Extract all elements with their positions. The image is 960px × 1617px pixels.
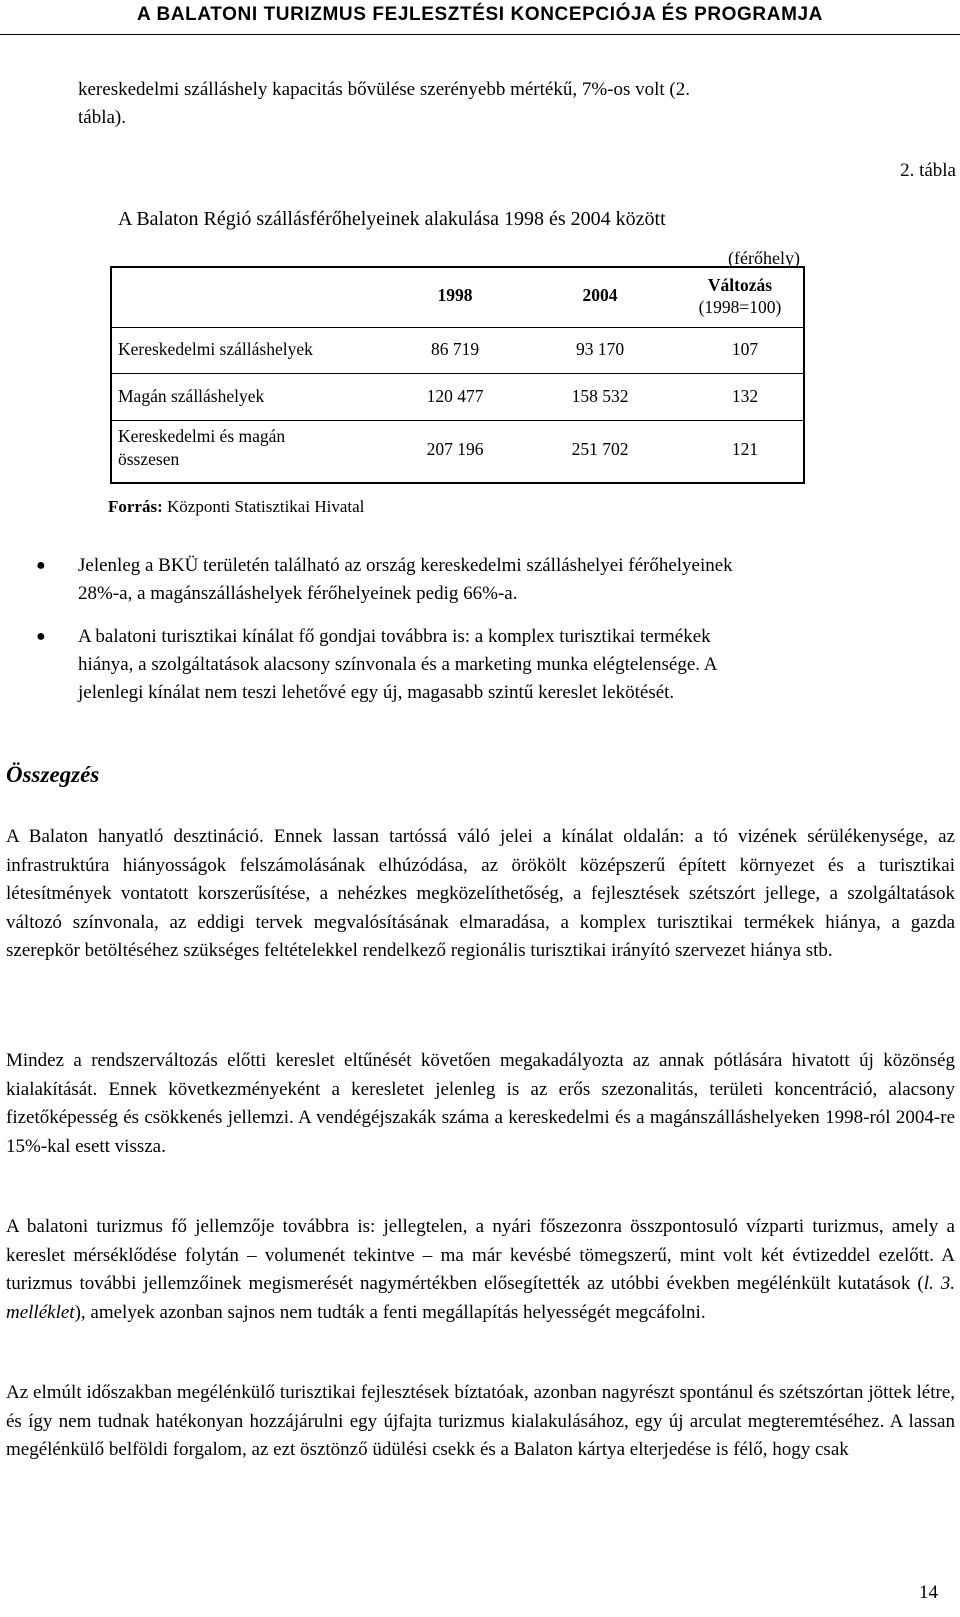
row-label-cont: összesen <box>118 449 180 469</box>
cell-2004: 158 532 <box>571 386 629 406</box>
cell-2004: 251 702 <box>571 439 629 459</box>
paragraph-2: Mindez a rendszerváltozás előtti kereslet eltűnését követően megakadályozta az annak pótlására hivatott új közönség kialakítását. Ennek következményeként a keresletet jelenleg is az erős szezonalitás, területi koncentráció, alacsony fizetőképesség és csökkenés jellemzi. A vendégéjszakák száma a kereskedelmi és a magánszálláshelyeken 1998-ról 2004-re 15%-kal esett vissza. <box>6 1050 955 1157</box>
paragraph-4: Az elmúlt időszakban megélénkülő turisztikai fejlesztések bíztatóak, azonban nagyrészt spontánul és szétszórtan jöttek létre, és így nem tudnak hatékonyan hozzájárulni egy újfajta turizmus kialakulásához, egy új arculat megteremtéséhez. A lassan megélénkülő belföldi forgalom, az ezt ösztönző üdülési csekk és a Balaton kártya elterjedése is félő, hogy csak <box>6 1382 955 1460</box>
table-divider <box>110 327 805 328</box>
paragraph-3 <box>6 1213 955 1327</box>
table-title: A Balaton Régió szállásférőhelyeinek alakulása 1998 és 2004 között <box>118 208 666 230</box>
bullet-1-line-1: Jelenleg a BKÜ területén található az ország kereskedelmi szálláshelyei férőhelyeinek <box>78 555 733 576</box>
col-header-change: Változás <box>707 275 773 295</box>
table-unit: (férőhely) <box>728 248 800 268</box>
paragraph-1: A Balaton hanyatló desztináció. Ennek lassan tartóssá váló jelei a kínálat oldalán: a tó vizének sérülékenysége, az infrastruktúra hiányosságok felszámolásának elhúzódása, az örökölt középszerű épített környezet és a turisztikai létesítmények vontatott korszerűsítése, a nehézkes megközelíthetőség, a fejlesztések szétszórt jellege, a szolgáltatások változó színvonala, az eddigi tervek megvalósításának elmaradása, a komplex turisztikai termékek hiánya, a gazda szerepkör betöltéséhez szükséges feltételekkel rendelkező regionális turisztikai irányító szervezet hiánya stb. <box>6 826 955 961</box>
row-label: Magán szálláshelyek <box>118 386 265 406</box>
source-text: Központi Statisztikai Hivatal <box>162 497 365 516</box>
cell-1998: 207 196 <box>426 439 484 459</box>
cell-change: 121 <box>731 439 759 459</box>
bullet-2-line-3: jelenlegi kínálat nem teszi lehetővé egy új, magasabb szintű kereslet lekötését. <box>78 682 675 703</box>
annex-reference: l. 3. melléklet <box>6 1273 955 1323</box>
bullet-dot-icon: ● <box>36 628 46 645</box>
bullet-2-line-2: hiánya, a szolgáltatások alacsony színvonala és a marketing munka elégtelensége. A <box>78 654 718 675</box>
bullet-2-line-1: A balatoni turisztikai kínálat fő gondjai továbbra is: a komplex turisztikai termékek <box>78 626 711 647</box>
cell-1998: 86 719 <box>430 339 480 359</box>
row-label: Kereskedelmi és magán <box>118 426 286 446</box>
table-divider <box>110 373 805 374</box>
table-divider <box>110 420 805 421</box>
cell-1998: 120 477 <box>426 386 484 406</box>
header-rule <box>0 34 960 35</box>
col-header-2004: 2004 <box>582 285 618 305</box>
cell-change: 132 <box>731 386 759 406</box>
col-header-1998: 1998 <box>437 285 473 305</box>
col-header-change-base: (1998=100) <box>698 297 782 317</box>
table-source <box>108 497 364 517</box>
bullet-dot-icon: ● <box>36 557 46 574</box>
source-label: Forrás: <box>108 497 163 516</box>
page-number: 14 <box>919 1582 938 1603</box>
running-header: A BALATONI TURIZMUS FEJLESZTÉSI KONCEPCIÓJA ÉS PROGRAMJA <box>137 4 823 25</box>
paragraph-3-text-b: ), amelyek azonban sajnos nem tudták a fenti megállapítás helyességét megcáfolni. <box>74 1301 706 1323</box>
intro-line-2: tábla). <box>78 107 127 128</box>
intro-line-1: kereskedelmi szálláshely kapacitás bővülése szerényebb mértékű, 7%-os volt (2. <box>78 79 691 100</box>
paragraph-3-text-a: A balatoni turizmus fő jellemzője továbbra is: jellegtelen, a nyári főszezonra összpontosuló vízparti turizmus, amely a kereslet mérséklődése folytán – volumenét tekintve – ma már kevésbé tömegszerű, mint volt két évtizeddel ezelőtt. A turizmus további jellemzőinek megismerését nagymértékben elősegítették az utóbbi években megélénkült kutatások ( <box>6 1216 955 1294</box>
row-label: Kereskedelmi szálláshelyek <box>118 339 313 359</box>
bullet-1-line-2: 28%-a, a magánszálláshelyek férőhelyeinek pedig 66%-a. <box>78 583 518 604</box>
cell-2004: 93 170 <box>575 339 625 359</box>
cell-change: 107 <box>731 339 759 359</box>
section-heading: Összegzés <box>6 762 100 787</box>
table-reference: 2. tábla <box>900 160 956 181</box>
